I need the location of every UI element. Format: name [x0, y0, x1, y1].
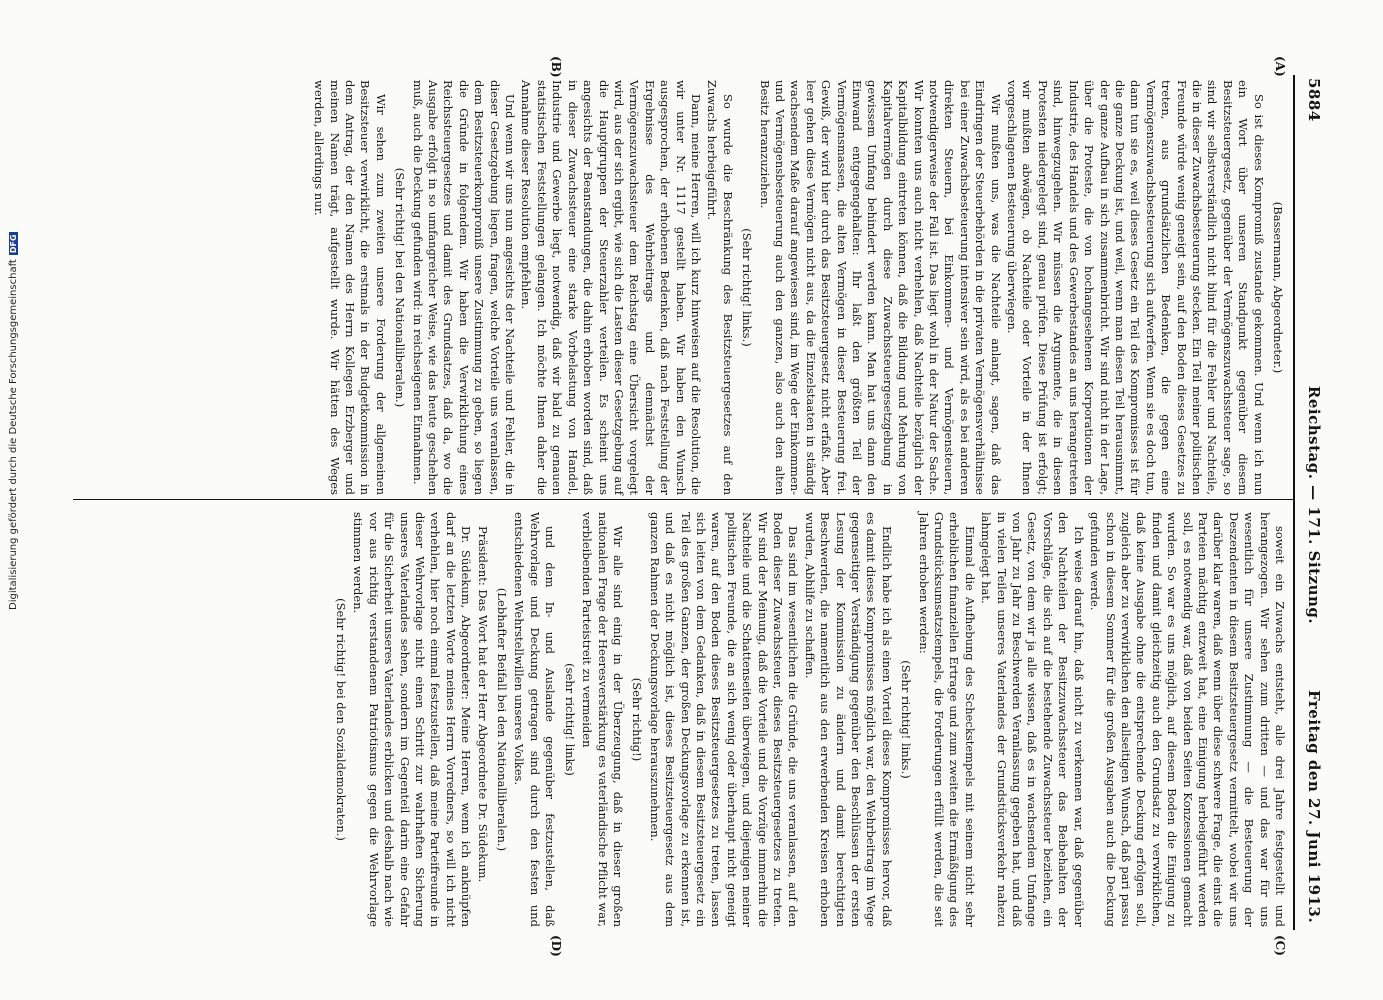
paragraph: Ich weise darauf hin, daß nicht zu verkennen war, daß gegenüber den Nachteilen der Besitzzuwachssteuer das Beibehalten der Vorschläge, die sich auf die bestehende Zuwachssteuer beziehen, ein Gesetz, von dem wir ja alle wissen, daß es in wachsendem Umfange von Jahr zu Jahr zu Beschwerden Veranlassung gegeben hat, und daß in vielen Teilen unseres Vaterlandes der Grundstücksverkehr nahezu lahmgelegt hat. — [979, 512, 1086, 927]
paragraph: Endlich habe ich als einen Vorteil dieses Kompromisses hervor, daß es damit dieses Kompromisses möglich war, den Wehrbeitrag im Wege gegenseitiger Verständigung gegenüber den Beschlüssen der ersten Lesung der Kommission zu ändern und damit berechtigten Beschwerden, die namentlich aus den erwerbenden Kreisen erhoben wurden, Abhilfe zu schaffen. — [802, 512, 894, 927]
applause-note: (Sehr richtig! links.) — [899, 660, 914, 779]
applause-note: (Lebhafter Beifall bei den Nationalliberalen.) — [495, 587, 510, 852]
left-column — [310, 80, 1287, 495]
margin-marker-b: (B) — [549, 56, 563, 78]
session-date: Freitag den 27. Juni 1913. — [1305, 690, 1323, 924]
funding-footer — [8, 0, 22, 610]
applause-note: (Sehr richtig! bei den Nationalliberalen.) — [393, 167, 408, 408]
page-number: 5884 — [1305, 78, 1323, 122]
applause-note: (sehr richtig! links) — [562, 663, 577, 776]
president-line: Präsident: Das Wort hat der Herr Abgeordnete Dr. Südekum. — [475, 526, 490, 883]
paragraph: und dem In- und Auslande gegenüber festzustellen, daß Wehrvorlage und Deckung getragen sind durch den festen und entschiedenen Wehrstellwillen unseres Volkes. — [512, 512, 558, 927]
applause-note: (Sehr richtig! bei den Sozialdemokraten.) — [334, 598, 349, 841]
margin-marker-a: (A) — [1273, 56, 1287, 77]
paragraph: Das sind im wesentlichen die Gründe, die uns veranlassen, auf den Boden dieser Zuwachssteuer, dieses Besitzsteuergesetzes zu treten. Wir sind der Meinung, daß die Vorteile und die Vorzüge immerhin die Nachteile und die Schattenseiten überwiegen, und diejenigen meiner politischen Freunde, die an sich wenig oder überhaupt nicht geneigt waren, auf den Boden dieses Besitzsteuergesetzes zu treten, lassen sich leiten von dem Gedanken, daß in diesem Besitzsteuergesetz ein Teil des großen Ganzen, der großen Deckungsvorlage zu erkennen ist, und daß es nicht möglich ist, dieses Besitzsteuergesetz aus dem ganzen Rahmen der Deckungsvorlage herauszunehmen. — [647, 512, 801, 927]
paragraph: Einmal die Aufhebung des Scheckstempels mit seinem nicht sehr erheblichen finanziellen Ertrage und zum zweiten die Ermäßigung des Grundstücksumsatzstempels, die Forderungen erfüllt werden, die seit Jahren erhoben werden: — [916, 512, 977, 927]
applause-note: (Sehr richtig! links.) — [740, 228, 755, 347]
applause-note: (Sehr richtig!) — [630, 677, 645, 762]
right-column — [329, 512, 1287, 927]
paragraph: So ist dieses Kompromiß zustande gekommen. Und wenn ich nun ein Wort über unseren Standpunkt gegenüber diesem Besitzsteuergesetz, gegenüber der Vermögenszuwachssteuer sage, so sind wir selbstverständlich nicht blind für die Fehler und Nachteile, die in dieser Zuwachsbesteuerung stecken. Ein Teil meiner politischen Freunde würde wenig geneigt sein, auf den Boden dieses Gesetzes zu treten, aus grundsätzlichen Bedenken, die gegen eine Vermögenszuwachsbesteuerung sich aufwerfen. Wenn sie es doch tun, dann tun sie es, weil dieses Gesetz ein Teil des Kompromisses ist für die ganze Deckung ist, und weil, wenn man diesen Teil herausnimmt, der ganze Aufbau in sich zusammenbricht. Wir sind nicht in der Lage, über die Proteste, die von hochangesehenen Korporationen der Industrie, des Handels und des Gewerbestandes an uns herangetreten sind, hinwegzugehen. Wir müssen die Argumente, die in diesen Protesten niedergelegt sind, genau prüfen. Diese Prüfung ist erfolgt; wir mußten abwägen, ob Nachteile oder Vorteile in der Ihnen vorgeschlagenen Besteuerung überwiegen. — [1005, 80, 1266, 495]
column-divider — [73, 499, 1293, 500]
paragraph: Wir mußten uns, was die Nachteile anlangt, sagen, daß das Eindringen der Steuerbehörden in die privaten Vermögensverhältnisse bei einer Zuwachsbesteuerung intensiver sein wird, als es bei anderen direkten Steuern, bei Einkommen- und Vermögensteuern, notwendigerweise der Fall ist. Das liegt wohl in der Natur der Sache. Wir konnten uns auch nicht verhehlen, daß Nachteile bezüglich der Kapitalbildung eintreten können, daß die Bildung und Mehrung von Kapitalvermögen durch diese Zuwachssteuergesetzgebung in gewissem Umfang behindert werden kann. Man hat uns dann den Einwand entgegengehalten: Ihr laßt den größten Teil der Vermögensmassen, die alten Vermögen in dieser Besteuerung frei. Gewiß, der wird hier durch das Besitzsteuergesetz nicht erfaßt. Aber leer gehen diese Vermögen nicht aus, da die Einzelstaaten in ständig wachsendem Maße darauf angewiesen sind, im Wege der Einkommen- und Vermögensbesteuerung auch den ganzen, also auch den alten Besitz heranzuziehen. — [757, 80, 1003, 495]
paragraph: Dann, meine Herren, will ich kurz hinweisen auf die Resolution, die wir unter Nr. 1117 gestellt haben. Wir haben den Wunsch ausgesprochen, der erhobenen Bedenken, daß nach Feststellung der Ergebnisse des Wehrbeitrags und demnächst der Vermögenszuwachssteuer dem Reichstag eine Übersicht vorgelegt wird, aus der sich ergibt, wie sich die Lasten dieser Gesetzgebung auf die Hauptgruppen der Steuerzahler verteilen. Es scheint uns angesichts der Beanstandungen, die dahin erhoben worden sind, daß in dieser Zuwachssteuer eine starke Vorbelastung von Handel, Industrie und Gewerbe liegt, notwendig, daß wir bald zu genauen statistischen Feststellungen gelangen. Ich möchte Ihnen daher die Annahme dieser Resolution empfehlen. — [519, 80, 703, 495]
paragraph: Wir alle sind einig in der Überzeugung, daß in dieser großen nationalen Frage der Heeresverstärkung es vaterländische Pflicht war, verbleibenden Parteistreit zu vermeiden — [580, 512, 625, 927]
running-title: Reichstag. — 171. Sitzung. — [1305, 385, 1323, 625]
paragraph: soweit ein Zuwachs entsteht, alle drei Jahre festgestellt und herangezogen. Wir sehen zum dritten — und das war für uns wesentlich für unsere Zustimmung — die Besteuerung der Deszendenten in diesem Besitzsteuergesetz vermittelt, wobei wir uns darüber klar waren, daß wenn über diese schwere Frage, die einst die Parteien mächtig entzweit hat, eine Einigung herbeigeführt werden soll, es notwendig war, daß von beiden Seiten Konzessionen gemacht wurden. So war es uns möglich, auf diesem Boden die Einigung zu finden und damit gleichzeitig auch den Grundsatz zu verwirklichen, daß keine Ausgabe ohne die entsprechende Deckung erfolgen soll, zugleich aber zu verwirklichen den allseitigen Wunsch, daß pari passu schon in diesem Sommer für die großen Ausgaben auch die Deckung gefunden werde. — [1088, 512, 1287, 927]
paragraph: Dr. Südekum, Abgeordneter: Meine Herren, wenn ich anknüpfen darf an die letzten Worte meines Herrn Vorredners, so will ich nicht verhehlen, hier noch einmal festzustellen, daß meine Parteifreunde in dieser Wehrvorlage nicht einen Schritt zur wahrhaften Sicherung unseres Vaterlandes sehen, sondern im Gegenteil darin eine Gefahr für die Sicherheit unseres Vaterlandes erblicken und deshalb nach wie vor aus richtig verstandenem Patriotismus gegen die Wehrvorlage stimmen werden. — [351, 512, 474, 927]
margin-marker-d: (D) — [549, 935, 563, 957]
paragraph: So wurde die Beschränkung des Besitzsteuergesetzes auf den Zuwachs herbeigeführt. — [705, 80, 735, 495]
margin-marker-c: (C) — [1273, 935, 1287, 956]
header-rule — [1293, 75, 1295, 930]
speaker-label: (Bassermann, Abgeordneter.) — [1271, 201, 1285, 374]
paragraph: Wir sehen zum zweiten unsere Forderung der allgemeinen Besitzsteuer verwirklicht, die erstmals in der Budgetkommission in dem Antrag, der den Namen des Herrn Kollegen Erzberger und meinen Namen trägt, aufgestellt wurde. Wir hätten des Weges werden, allerdings nur. — [312, 80, 388, 495]
paragraph: Und wenn wir uns nun angesichts der Nachteile und Fehler, die in dieser Gesetzgebung liegen, fragen, welche Vorteile uns veranlassen, dem Besitzsteuerkompromiß unsere Zustimmung zu geben, so liegen die Gründe in folgendem. Wir haben die Verwirklichung eines Reichssteuergesetzes und damit des Grundsatzes, daß da, wo die Ausgabe erfolgt in so umfangreicher Weise, wie das heute geschehen muß, auch die Deckung gefunden wird: in reichseigenen Einnahmen. — [410, 80, 518, 495]
dfg-logo-icon: DFG — [9, 234, 18, 254]
footer-text: Digitalisierung gefördert durch die Deutsche Forschungsgemeinschaft — [8, 259, 19, 610]
